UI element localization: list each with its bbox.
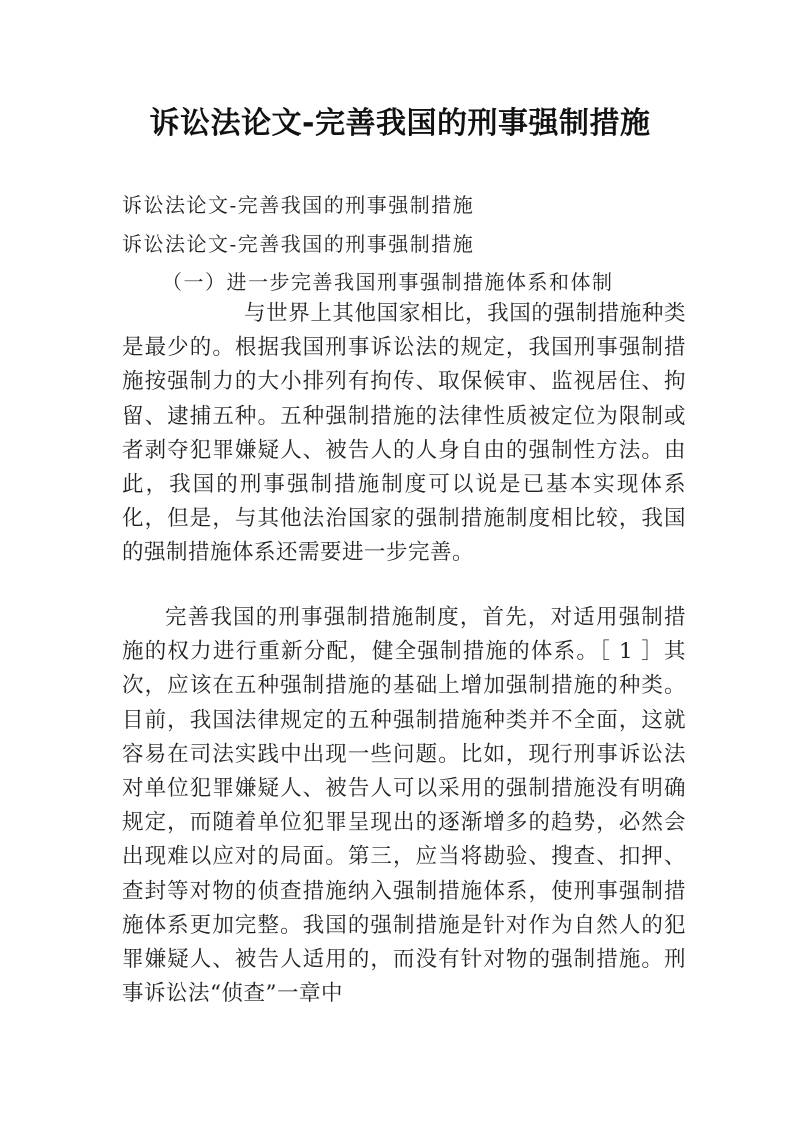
body-paragraph: 与世界上其他国家相比，我国的强制措施种类是最少的。根据我国刑事诉讼法的规定，我国刑事强制措施按强制力的大小排列有拘传、取保候审、监视居住、拘留、逮捕五种。五种强制措施的法律性质被定位为限制或者剥夺犯罪嫌疑人、被告人的人身自由的强制性方法。由此，我国的刑事强制措施制度可以说是已基本实现体系化，但是，与其他法治国家的强制措施制度相比较，我国的强制措施体系还需要进一步完善。 <box>122 301 686 566</box>
document-subtitle-1: 诉讼法论文-完善我国的刑事强制措施 <box>122 193 475 217</box>
document-subtitle-2: 诉讼法论文-完善我国的刑事强制措施 <box>122 232 475 256</box>
body-paragraph: 完善我国的刑事强制措施制度，首先，对适用强制措施的权力进行重新分配，健全强制措施的体系。［ 1 ］其次，应该在五种强制措施的基础上增加强制措施的种类。目前，我国法律规定的五种强制措施种类并不全面，这就容易在司法实践中出现一些问题。比如，现行刑事诉讼法对单位犯罪嫌疑人、被告人可以采用的强制措施没有明确规定，而随着单位犯罪呈现出的逐渐增多的趋势，必然会出现难以应对的局面。第三，应当将勘验、搜查、扣押、查封等对物的侦查措施纳入强制措施体系，使刑事强制措施体系更加完整。我国的强制措施是针对作为自然人的犯罪嫌疑人、被告人适用的，而没有针对物的强制措施。刑事诉讼法“侦查”一章中 <box>122 605 686 1007</box>
section-heading: （一）进一步完善我国刑事强制措施体系和体制 <box>162 270 614 294</box>
document-title: 诉讼法论文-完善我国的刑事强制措施 <box>149 106 651 141</box>
